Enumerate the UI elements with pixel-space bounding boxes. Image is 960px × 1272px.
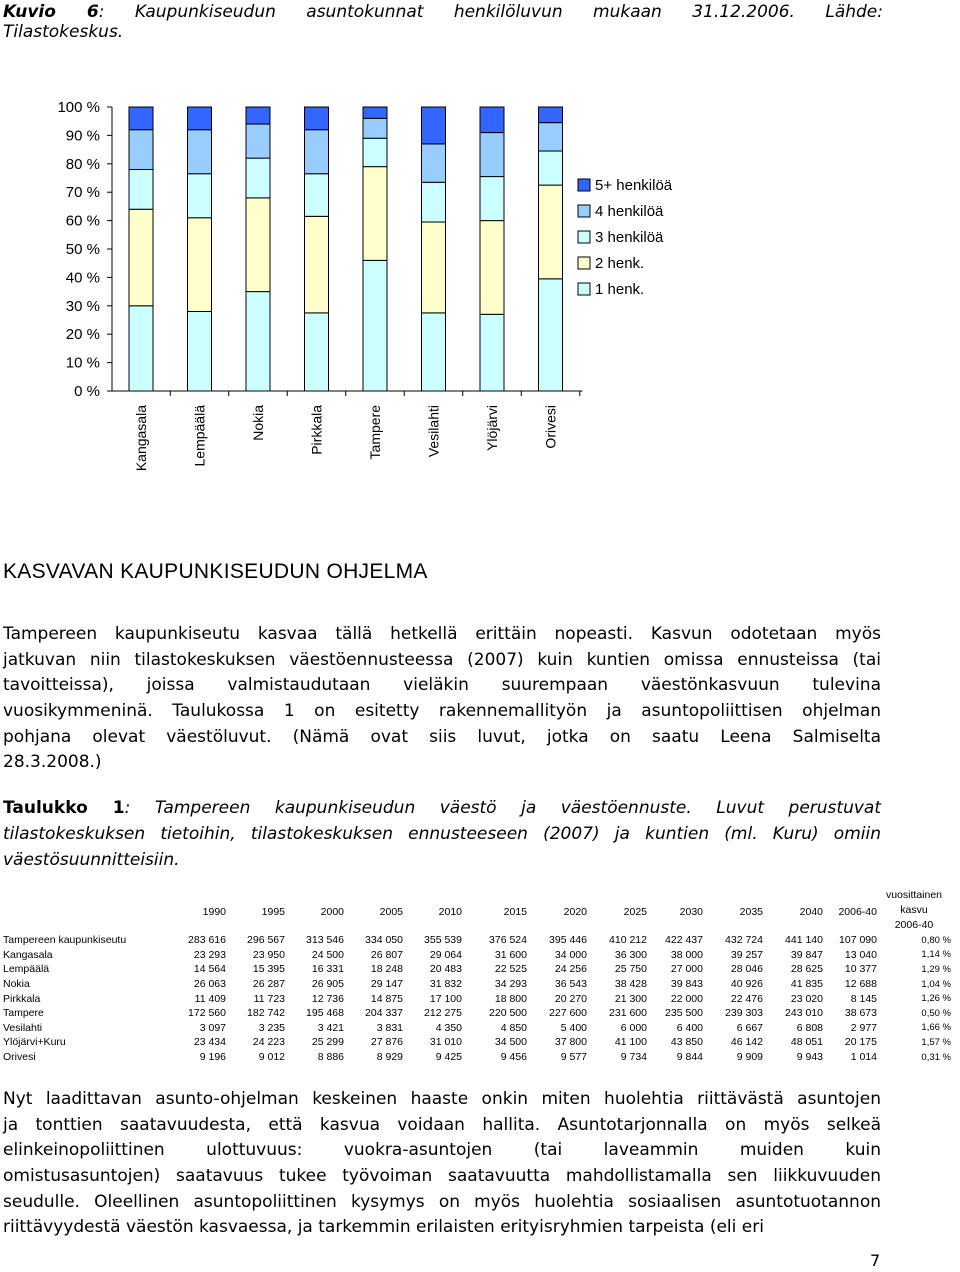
table-cell: 23 020: [790, 992, 823, 1005]
y-tick-label: 100 %: [57, 99, 100, 116]
table-cell: 38 428: [614, 978, 647, 991]
table-header-cell: 2025: [623, 906, 647, 918]
table-cell: 12 688: [844, 978, 877, 991]
table-row: [3, 933, 951, 948]
table-cell: 2 977: [850, 1021, 877, 1034]
table-caption: [3, 795, 881, 873]
table-cell: 27 000: [670, 963, 703, 976]
bar-segment: [246, 158, 270, 198]
bar-segment: [305, 313, 329, 391]
table-cell: 355 539: [424, 934, 462, 947]
table-row: [3, 977, 951, 992]
table-row: [3, 1021, 951, 1036]
x-category-label: Pirkkala: [308, 405, 325, 455]
legend-label: 1 henk.: [595, 281, 645, 298]
table-cell: 23 293: [193, 948, 226, 961]
table-header-cell: 2006-40: [838, 906, 877, 918]
figure-caption: [3, 0, 883, 25]
bar-segment: [188, 174, 212, 218]
table-cell: 9 844: [676, 1051, 703, 1064]
table-cell: 376 524: [489, 934, 527, 947]
x-category-label: Lempäälä: [191, 405, 208, 467]
table-header-cell: 2030: [679, 906, 703, 918]
table-cell: 9 943: [796, 1051, 823, 1064]
bar-segment: [363, 118, 387, 138]
table-cell: 28 625: [790, 963, 823, 976]
table-cell: 6 667: [736, 1021, 763, 1034]
legend-label: 3 henkilöä: [595, 229, 664, 246]
table-cell: 38 000: [670, 948, 703, 961]
table-cell: 227 600: [549, 1007, 587, 1020]
table-cell: 4 850: [500, 1021, 527, 1034]
table-cell: 9 425: [435, 1051, 462, 1064]
table-cell: 432 724: [725, 934, 763, 947]
body-paragraph-line: riittävyydestä väestön kasvaessa, ja tarkemmin erilaisten erityisryhmien tarpeista (eli eri: [3, 1217, 764, 1238]
table-cell: 20 175: [844, 1036, 877, 1049]
table-cell: 38 673: [844, 1007, 877, 1020]
legend-swatch: [578, 205, 590, 217]
annual-growth-header-line: kasvu: [900, 904, 928, 916]
intro-paragraph: [3, 622, 881, 776]
table-cell: 313 546: [306, 934, 344, 947]
table-cell: 107 090: [839, 934, 877, 947]
table-cell: 212 275: [424, 1007, 462, 1020]
x-category-label: Nokia: [250, 405, 266, 441]
row-municipality: Nokia: [3, 978, 30, 991]
figure-caption-line2: Tilastokeskus.: [3, 22, 124, 42]
table-cell: 334 050: [365, 934, 403, 947]
x-category-label: Ylöjärvi: [484, 405, 500, 451]
table-header-cell: 2035: [739, 906, 763, 918]
body-paragraph: [3, 1087, 881, 1241]
body-paragraph-line: Nyt laadittavan asunto-ohjelman keskeinen haaste onkin miten huolehtia riittävästä asuntojen: [3, 1089, 881, 1109]
table-cell: 20 483: [429, 963, 462, 976]
table-cell: 29 147: [370, 978, 403, 991]
x-category-label: Vesilahti: [425, 405, 442, 458]
table-row: [3, 1050, 951, 1065]
bar-segment: [246, 198, 270, 292]
table-cell: 24 500: [311, 948, 344, 961]
y-tick-label: 10 %: [65, 354, 100, 372]
legend-label: 5+ henkilöä: [595, 177, 673, 194]
table-cell: 20 270: [554, 992, 587, 1005]
page-number: 7: [870, 1251, 881, 1270]
bar-segment: [422, 107, 446, 144]
table-cell: 26 063: [193, 978, 226, 991]
intro-paragraph-line: vuosikymmeninä. Taulukossa 1 on esitetty rakennemallityön ja asuntopoliittisen ohjelman: [3, 701, 881, 722]
bar-segment: [305, 174, 329, 217]
table-cell: 36 300: [614, 948, 647, 961]
table-cell: 1 014: [850, 1051, 877, 1064]
table-cell: 36 543: [554, 978, 587, 991]
bar-segment: [422, 222, 446, 313]
table-cell: 14 875: [370, 992, 403, 1005]
table-cell: 243 010: [785, 1007, 823, 1020]
y-tick-label: 80 %: [65, 155, 100, 173]
table-cell: 18 800: [494, 992, 527, 1005]
table-cell: 25 750: [614, 963, 647, 976]
table-cell: 26 287: [252, 978, 285, 991]
bar-segment: [188, 130, 212, 174]
table-cell: 9 909: [736, 1051, 763, 1064]
table-cell: 231 600: [609, 1007, 647, 1020]
intro-paragraph-line: pohjana olevat väestöluvut. (Nämä ovat siis luvut, jotka on saatu Leena Salmiselta: [3, 726, 881, 747]
table-cell: 182 742: [247, 1007, 285, 1020]
table-cell: 1,04 %: [921, 978, 951, 990]
table-caption-line: [3, 795, 881, 821]
table-cell: 28 046: [730, 963, 763, 976]
table-cell: 1,66 %: [921, 1022, 951, 1034]
body-paragraph-line: omistusasuntojen) saatavuus tukee työvoiman saatavuutta mahdollistamalla sen liikkuvuuden: [3, 1166, 881, 1187]
table-cell: 18 248: [370, 963, 403, 976]
table-cell: 41 835: [790, 978, 823, 991]
row-municipality: Lempäälä: [3, 963, 50, 976]
table-cell: 34 500: [494, 1036, 527, 1049]
table-cell: 6 808: [796, 1021, 823, 1034]
table-cell: 43 850: [670, 1036, 703, 1049]
figure-caption-text: : Kaupunkiseudun asuntokunnat henkilöluvun mukaan 31.12.2006. Lähde:: [98, 2, 883, 22]
table-cell: 26 807: [370, 948, 403, 961]
table-cell: 0,31 %: [921, 1051, 951, 1063]
table-row: [3, 991, 951, 1006]
bar-segment: [363, 138, 387, 166]
table-cell: 0,50 %: [921, 1007, 951, 1019]
table-cell: 39 847: [790, 948, 823, 961]
bar-segment: [305, 216, 329, 313]
annual-growth-header-line: 2006-40: [894, 919, 934, 931]
table-cell: 8 929: [376, 1051, 403, 1064]
population-table: [3, 888, 951, 1064]
table-cell: 9 456: [500, 1051, 527, 1064]
section-heading: KASVAVAN KAUPUNKISEUDUN OHJELMA: [3, 560, 428, 583]
bar-segment: [480, 221, 504, 315]
table-cell: 29 064: [429, 948, 462, 961]
table-cell: 23 950: [252, 948, 285, 961]
table-cell: 3 831: [376, 1021, 403, 1034]
bar-segment: [188, 107, 212, 130]
bar-segment: [129, 306, 153, 391]
table-cell: 1,14 %: [921, 949, 951, 961]
table-cell: 39 257: [730, 948, 763, 961]
table-header-cell: 2020: [563, 906, 587, 918]
table-cell: 22 000: [670, 992, 703, 1005]
table-cell: 1,57 %: [921, 1036, 951, 1048]
table-cell: 34 293: [494, 978, 527, 991]
table-cell: 9 577: [560, 1051, 587, 1064]
table-row: [3, 962, 951, 977]
table-cell: 3 421: [317, 1021, 344, 1034]
table-header-annual-growth: [877, 888, 951, 933]
bar-segment: [246, 107, 270, 124]
table-header-cell: 2005: [379, 906, 403, 918]
bar-segment: [480, 177, 504, 221]
table-cell: 37 800: [554, 1036, 587, 1049]
table-cell: 15 395: [252, 963, 285, 976]
table-cell: 17 100: [429, 992, 462, 1005]
y-tick-label: 50 %: [65, 241, 100, 258]
table-cell: 220 500: [489, 1007, 527, 1020]
intro-paragraph-line: jatkuvan niin tilastokeskuksen väestöennusteessa (2007) kuin kuntien omissa ennusteissa (tai: [3, 649, 881, 670]
row-municipality: Kangasala: [3, 948, 53, 961]
table-header-cell: 2015: [503, 906, 527, 918]
row-municipality: Tampereen kaupunkiseutu: [3, 934, 127, 947]
row-municipality: Vesilahti: [3, 1021, 43, 1034]
intro-paragraph-line: tavoitteissa), joissa valmistaudutaan vieläkin suurempaan väestönkasvuun tulevina: [3, 675, 881, 696]
table-cell: 23 434: [193, 1036, 226, 1049]
bar-segment: [480, 133, 504, 177]
table-cell: 441 140: [785, 934, 823, 947]
bar-segment: [129, 107, 153, 130]
bar-segment: [363, 167, 387, 261]
stacked-bar-chart: [0, 95, 720, 495]
table-caption-text: : Tampereen kaupunkiseudun väestö ja väestöennuste. Luvut perustuvat: [124, 798, 881, 818]
bar-segment: [129, 209, 153, 306]
x-category-label: Tampere: [367, 405, 383, 460]
table-cell: 41 100: [614, 1036, 647, 1049]
table-cell: 21 300: [614, 992, 647, 1005]
table-cell: 22 525: [494, 963, 527, 976]
table-cell: 8 145: [850, 992, 877, 1005]
table-cell: 239 303: [725, 1007, 763, 1020]
intro-paragraph-line: Tampereen kaupunkiseutu kasvaa tällä hetkellä erittäin nopeasti. Kasvun odotetaan myös: [3, 624, 881, 644]
table-cell: 9 196: [199, 1051, 226, 1064]
bar-segment: [363, 107, 387, 118]
table-cell: 25 299: [311, 1036, 344, 1049]
bar-segment: [188, 311, 212, 391]
table-cell: 172 560: [188, 1007, 226, 1020]
table-cell: 10 377: [844, 963, 877, 976]
body-paragraph-line: seudulle. Oleellinen asuntopoliittinen kysymys on myös huolehtia sosiaalisen asuntotuotannon: [3, 1191, 881, 1212]
table-cell: 39 843: [670, 978, 703, 991]
x-category-label: Kangasala: [133, 405, 149, 472]
bar-segment: [246, 124, 270, 158]
bar-segment: [129, 169, 153, 209]
table-header-cell: 1990: [202, 906, 226, 918]
legend-swatch: [578, 283, 590, 295]
table-cell: 22 476: [730, 992, 763, 1005]
table-row: [3, 948, 951, 963]
table-caption-label: Taulukko 1: [3, 798, 125, 818]
table-cell: 11 723: [253, 992, 285, 1005]
row-municipality: Ylöjärvi+Kuru: [3, 1036, 66, 1049]
table-header-cell: 2000: [320, 906, 344, 918]
bar-segment: [539, 123, 563, 151]
table-cell: 3 235: [258, 1021, 285, 1034]
table-cell: 235 500: [665, 1007, 703, 1020]
y-tick-label: 30 %: [65, 297, 100, 315]
table-header-cell: 2040: [799, 906, 823, 918]
row-municipality: Tampere: [3, 1007, 44, 1020]
table-cell: 283 616: [188, 934, 226, 947]
bar-segment: [422, 182, 446, 222]
legend-swatch: [578, 179, 590, 191]
table-cell: 31 010: [429, 1036, 462, 1049]
legend-label: 4 henkilöä: [595, 203, 664, 220]
body-paragraph-line: ja tonttien saatavuudesta, että kasvua voidaan hallita. Asuntotarjonnalla on myös selkeä: [3, 1114, 881, 1135]
table-cell: 1,29 %: [921, 963, 951, 975]
bar-segment: [539, 107, 563, 123]
table-header-row: [3, 888, 951, 933]
table-cell: 395 446: [549, 934, 587, 947]
table-cell: 195 468: [306, 1007, 344, 1020]
table-cell: 296 567: [247, 934, 285, 947]
bar-segment: [539, 185, 563, 279]
y-tick-label: 90 %: [65, 127, 100, 145]
bar-segment: [480, 107, 504, 133]
y-tick-label: 20 %: [65, 326, 100, 344]
bar-segment: [539, 279, 563, 391]
table-cell: 1,26 %: [921, 993, 951, 1005]
bar-segment: [539, 151, 563, 185]
table-cell: 24 223: [252, 1036, 285, 1049]
table-cell: 410 212: [609, 934, 647, 947]
bar-segment: [305, 107, 329, 130]
annual-growth-header-line: vuosittainen: [885, 889, 943, 901]
y-tick-label: 60 %: [65, 212, 100, 230]
bar-segment: [129, 130, 153, 170]
table-cell: 40 926: [730, 978, 763, 991]
table-row: [3, 1006, 951, 1021]
table-header-empty: [3, 888, 171, 933]
bar-segment: [480, 314, 504, 391]
table-cell: 8 886: [317, 1051, 344, 1064]
bar-segment: [422, 313, 446, 391]
table-cell: 26 905: [311, 978, 344, 991]
y-tick-label: 40 %: [65, 269, 100, 287]
bar-segment: [188, 218, 212, 312]
y-tick-label: 70 %: [65, 184, 100, 202]
figure-caption-label: Kuvio 6: [3, 2, 99, 22]
table-cell: 27 876: [370, 1036, 403, 1049]
table-cell: 11 409: [194, 992, 226, 1005]
x-category-label: Orivesi: [542, 405, 559, 449]
table-header-cell: 2010: [438, 906, 462, 918]
row-municipality: Pirkkala: [3, 992, 41, 1005]
table-cell: 204 337: [365, 1007, 403, 1020]
bar-segment: [246, 292, 270, 391]
table-cell: 9 734: [620, 1051, 647, 1064]
table-cell: 31 600: [494, 948, 527, 961]
table-cell: 12 736: [311, 992, 344, 1005]
body-paragraph-line: elinkeinopoliittinen ulottuvuus: vuokra-asuntojen (tai laveammin muiden kuin: [3, 1140, 881, 1161]
bar-segment: [363, 260, 387, 391]
legend-label: 2 henk.: [595, 255, 645, 272]
table-cell: 6 400: [676, 1021, 703, 1034]
table-cell: 34 000: [554, 948, 587, 961]
table-cell: 31 832: [429, 978, 462, 991]
bar-segment: [305, 130, 329, 174]
table-cell: 4 350: [435, 1021, 462, 1034]
legend-swatch: [578, 231, 590, 243]
table-caption-line: tilastokeskuksen tietoihin, tilastokeskuksen ennusteeseen (2007) ja kuntien (ml. Kuru) omiin: [3, 824, 881, 844]
table-cell: 0,80 %: [921, 934, 951, 946]
table-cell: 13 040: [844, 948, 877, 961]
table-cell: 9 012: [258, 1051, 285, 1064]
intro-paragraph-line: 28.3.2008.): [3, 752, 102, 773]
table-cell: 3 097: [199, 1021, 226, 1034]
table-cell: 5 400: [560, 1021, 587, 1034]
table-cell: 14 564: [193, 963, 226, 976]
table-header-cell: 1995: [261, 906, 285, 918]
table-row: [3, 1035, 951, 1050]
table-cell: 6 000: [620, 1021, 647, 1034]
table-cell: 24 256: [554, 963, 587, 976]
table-cell: 16 331: [311, 963, 344, 976]
row-municipality: Orivesi: [3, 1051, 36, 1064]
table-cell: 48 051: [790, 1036, 823, 1049]
table-caption-line: väestösuunnitteisiin.: [3, 850, 180, 870]
table-cell: 422 437: [665, 934, 703, 947]
legend-swatch: [578, 257, 590, 269]
bar-segment: [422, 144, 446, 182]
y-tick-label: 0 %: [74, 383, 100, 400]
table-cell: 46 142: [730, 1036, 763, 1049]
